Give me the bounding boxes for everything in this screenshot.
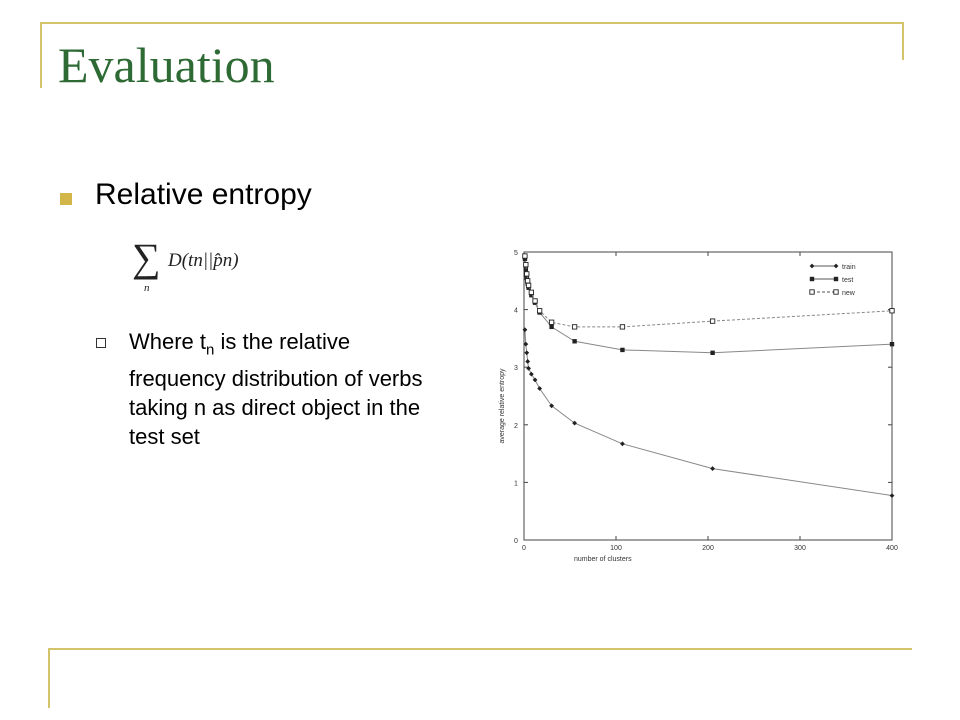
sub-bullet-subscript: n	[206, 341, 215, 359]
bullet-text: Relative entropy	[95, 178, 312, 211]
legend-marker-new	[834, 290, 838, 294]
y-tick-label: 0	[514, 538, 518, 545]
legend-marker-train	[810, 264, 815, 269]
y-tick-label: 1	[514, 480, 518, 488]
slide-title: Evaluation	[58, 37, 275, 93]
data-point-new	[890, 309, 894, 313]
bottom-left-rule	[48, 648, 50, 708]
sum-symbol: ∑	[132, 235, 161, 280]
data-point-train	[620, 441, 625, 446]
bottom-rule	[48, 648, 912, 650]
bullet-square-icon	[60, 193, 72, 205]
data-point-new	[533, 299, 537, 303]
data-point-new	[526, 283, 530, 287]
data-point-train	[525, 359, 530, 364]
data-point-test	[572, 339, 576, 343]
legend-marker-new	[810, 290, 814, 294]
sub-bullet-text	[129, 327, 429, 451]
data-point-new	[537, 309, 541, 313]
formula-expression: D(tn||p̂n)	[168, 250, 239, 271]
y-tick-label: 3	[514, 365, 518, 373]
data-point-new	[523, 254, 527, 258]
legend-label-train: train	[842, 264, 856, 271]
y-tick-label: 2	[514, 422, 518, 430]
data-point-train	[529, 372, 534, 377]
data-point-new	[572, 325, 576, 329]
data-point-train	[890, 493, 895, 498]
data-point-new	[549, 320, 553, 324]
sub-bullet-box-icon	[96, 338, 106, 348]
y-tick-label: 5	[514, 250, 518, 257]
data-point-new	[620, 325, 624, 329]
data-point-new	[525, 279, 529, 283]
x-tick-label: 100	[610, 545, 622, 552]
plot-frame	[524, 252, 892, 540]
y-axis-label: average relative entropy	[499, 368, 506, 444]
data-point-train	[710, 466, 715, 471]
x-tick-label: 400	[886, 545, 898, 552]
y-tick-label: 4	[514, 307, 518, 315]
legend-label-new: new	[842, 290, 855, 297]
legend-label-test: test	[842, 277, 854, 284]
data-point-new	[524, 262, 528, 266]
sub-bullet-prefix: Where t	[129, 329, 207, 354]
sub-bullet-suffix: is the relative frequency distribution of verbs taking n as direct object in the test set	[129, 329, 423, 450]
x-axis-label: number of clusters	[574, 556, 632, 563]
data-point-test	[710, 351, 714, 355]
series-line-train	[525, 330, 892, 496]
data-point-new	[710, 319, 714, 323]
top-rule	[40, 22, 904, 24]
legend-marker-test	[834, 277, 838, 281]
data-point-train	[523, 327, 528, 332]
legend-marker-train	[834, 264, 839, 269]
top-left-rule	[40, 22, 42, 88]
top-right-rule	[902, 22, 904, 60]
legend-marker-test	[810, 277, 814, 281]
entropy-chart	[488, 242, 908, 582]
data-point-new	[529, 290, 533, 294]
x-tick-label: 300	[794, 545, 806, 552]
data-point-test	[620, 348, 624, 352]
data-point-new	[525, 272, 529, 276]
series-line-test	[525, 259, 892, 353]
x-tick-label: 200	[702, 545, 714, 552]
sum-index: n	[144, 282, 150, 294]
data-point-test	[890, 342, 894, 346]
data-point-train	[524, 350, 529, 355]
data-point-train	[526, 366, 531, 371]
x-tick-label: 0	[522, 545, 526, 552]
data-point-test	[549, 325, 553, 329]
